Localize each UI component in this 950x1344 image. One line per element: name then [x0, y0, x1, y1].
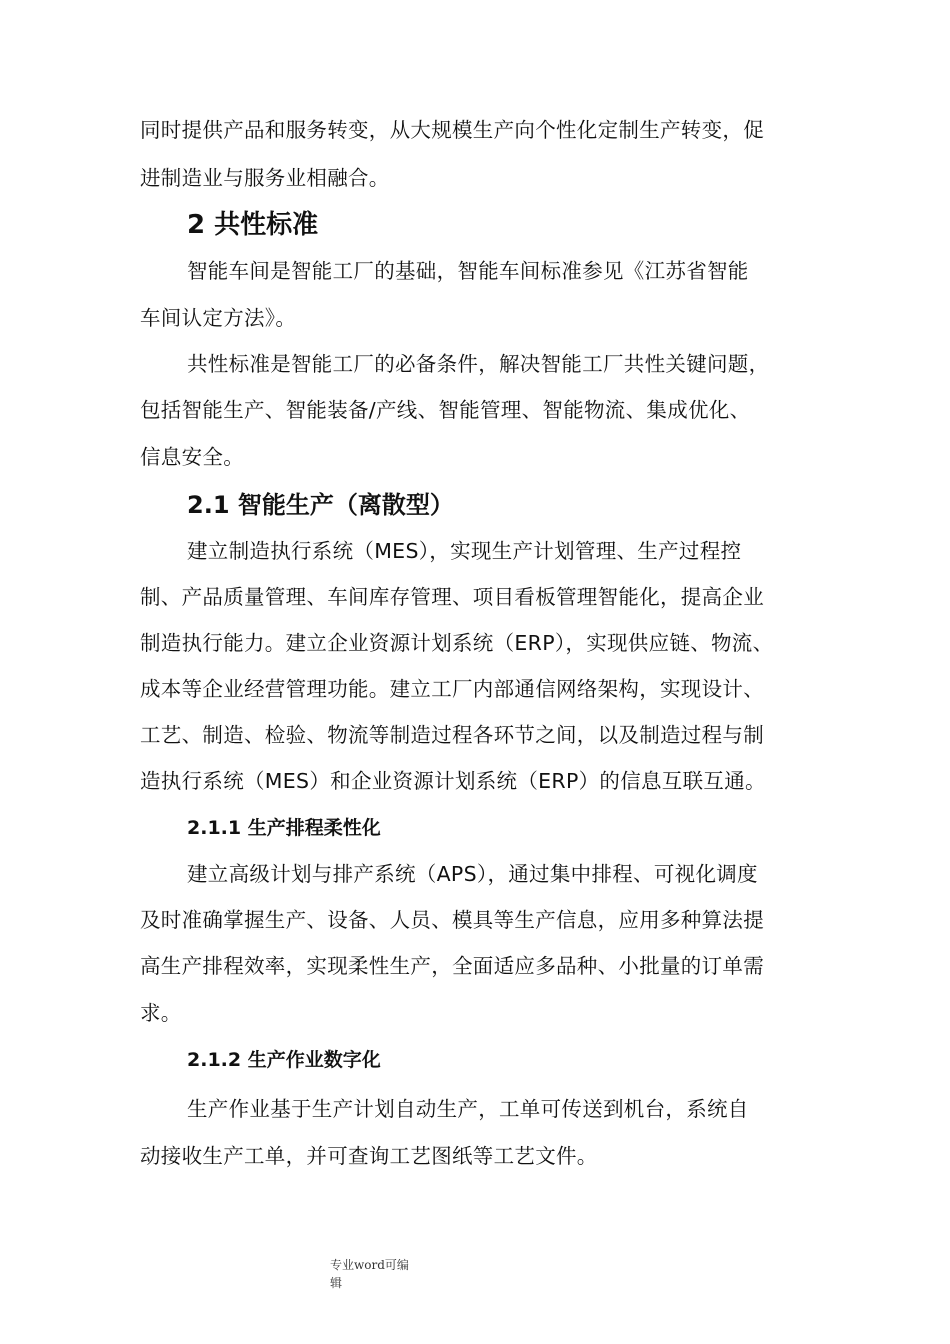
section-2-1-line-3: 制造执行能力。建立企业资源计划系统（ERP），实现供应链、物流、 [140, 631, 774, 655]
footer-note-line-1: 专业word可编 [330, 1258, 409, 1272]
section-2-1-line-4: 成本等企业经营管理功能。建立工厂内部通信网络架构，实现设计、 [140, 677, 764, 701]
section-2-1-heading: 2.1 智能生产（离散型） [187, 491, 454, 519]
section-2-1-1-line-4: 求。 [140, 1001, 182, 1025]
section-2-paragraph-2-line-2: 包括智能生产、智能装备/产线、智能管理、智能物流、集成优化、 [140, 398, 751, 422]
section-2-1-line-2: 制、产品质量管理、车间库存管理、项目看板管理智能化，提高企业 [140, 585, 764, 609]
section-2-heading: 2 共性标准 [187, 210, 319, 240]
section-2-1-line-6: 造执行系统（MES）和企业资源计划系统（ERP）的信息互联互通。 [140, 769, 766, 793]
section-2-1-1-line-3: 高生产排程效率，实现柔性生产，全面适应多品种、小批量的订单需 [140, 954, 764, 978]
section-2-1-1-heading: 2.1.1 生产排程柔性化 [187, 817, 381, 839]
section-2-paragraph-2-line-1: 共性标准是智能工厂的必备条件，解决智能工厂共性关键问题， [187, 352, 770, 376]
section-2-1-line-1: 建立制造执行系统（MES），实现生产计划管理、生产过程控 [187, 539, 742, 563]
section-2-1-1-line-1: 建立高级计划与排产系统（APS），通过集中排程、可视化调度 [187, 862, 758, 886]
footer-note-line-2: 辑 [330, 1276, 343, 1290]
section-2-1-2-line-2: 动接收生产工单，并可查询工艺图纸等工艺文件。 [140, 1144, 598, 1168]
section-2-1-1-line-2: 及时准确掌握生产、设备、人员、模具等生产信息，应用多种算法提 [140, 908, 764, 932]
section-2-1-2-heading: 2.1.2 生产作业数字化 [187, 1049, 381, 1071]
section-2-paragraph-1-line-1: 智能车间是智能工厂的基础，智能车间标准参见《江苏省智能 [187, 259, 749, 283]
section-2-1-line-5: 工艺、制造、检验、物流等制造过程各环节之间，以及制造过程与制 [140, 723, 764, 747]
section-2-1-2-line-1: 生产作业基于生产计划自动生产，工单可传送到机台，系统自 [187, 1097, 749, 1121]
section-2-paragraph-1-line-2: 车间认定方法》。 [140, 306, 297, 330]
intro-line-1: 同时提供产品和服务转变，从大规模生产向个性化定制生产转变，促 [140, 118, 764, 142]
intro-line-2: 进制造业与服务业相融合。 [140, 166, 390, 190]
section-2-paragraph-2-line-3: 信息安全。 [140, 445, 244, 469]
